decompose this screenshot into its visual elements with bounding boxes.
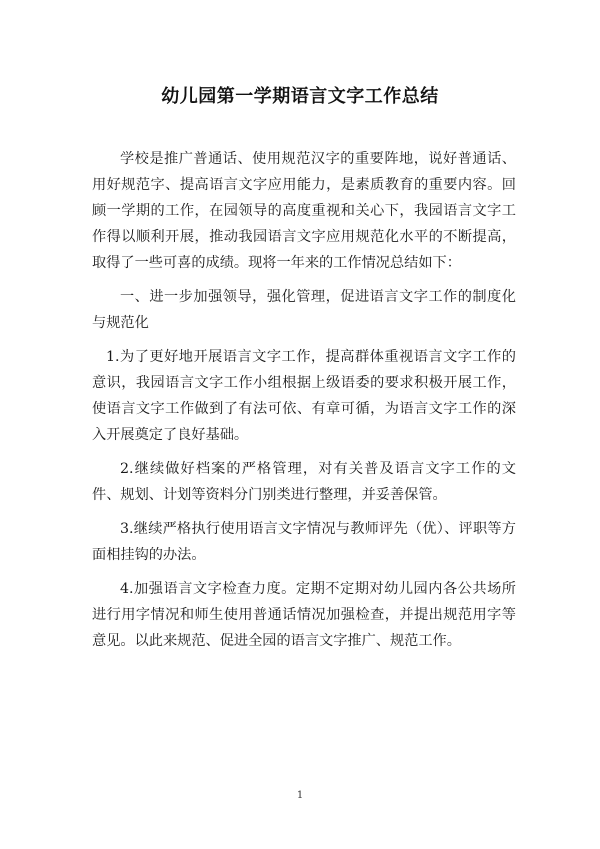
list-item-4: 4.加强语言文字检查力度。定期不定期对幼儿园内各公共场所进行用字情况和师生使用普通话情况加强检查，并提出规范用字等意见。以此来规范、促进全园的语言文字推广、规范工作。 (92, 581, 516, 649)
paragraph-intro: 学校是推广普通话、使用规范汉字的重要阵地，说好普通话、用好规范字、提高语言文字应用能力，是素质教育的重要内容。回顾一学期的工作，在园领导的高度重视和关心下，我园语言文字工作得以顺利开展，推动我园语言文字应用规范化水平的不断提高，取得了一些可喜的成绩。现将一年来的工作情况总结如下： (92, 151, 516, 271)
list-item-2: 2.继续做好档案的严格管理，对有关普及语言文字工作的文件、规划、计划等资料分门别类进行整理，并妥善保管。 (92, 461, 516, 503)
list-item-1: 1.为了更好地开展语言文字工作，提高群体重视语言文字工作的意识，我园语言文字工作小组根据上级语委的要求积极开展工作，使语言文字工作做到了有法可依、有章可循，为语言文字工作的深入开展奠定了良好基础。 (92, 349, 516, 443)
document-body (92, 146, 516, 662)
page-number: 1 (296, 790, 304, 801)
document-title: 幼儿园第一学期语言文字工作总结 (161, 86, 439, 107)
section-heading: 一、进一步加强领导，强化管理，促进语言文字工作的制度化与规范化 (92, 289, 516, 331)
list-item-3: 3.继续严格执行使用语言文字情况与教师评先（优）、评职等方面相挂钩的办法。 (92, 521, 516, 563)
